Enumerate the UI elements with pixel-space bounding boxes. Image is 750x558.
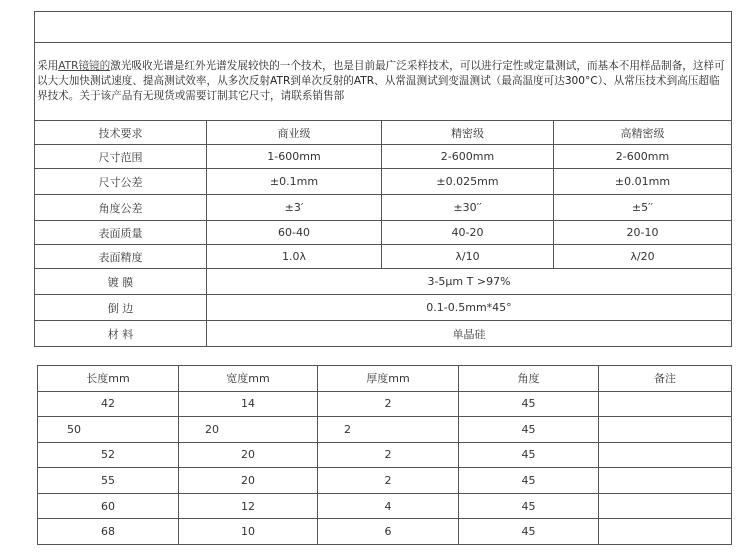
size-cell: 2 — [318, 442, 459, 468]
spec-value: 20-10 — [554, 221, 732, 245]
blank-cell — [35, 12, 732, 43]
header-cell: 技术要求 — [35, 121, 207, 145]
size-cell: 45 — [459, 442, 599, 468]
spec-table-blank-row — [35, 12, 732, 43]
spec-label: 角度公差 — [35, 195, 207, 221]
spec-merged-row — [35, 269, 732, 295]
size-cell: 20 — [179, 442, 318, 468]
header-cell: 长度mm — [38, 366, 179, 392]
size-cell: 45 — [459, 391, 599, 417]
intro-paragraph — [35, 43, 732, 121]
size-table — [37, 365, 732, 545]
spec-row — [35, 145, 732, 169]
spec-label: 尺寸公差 — [35, 169, 207, 195]
size-cell: 42 — [38, 391, 179, 417]
size-row — [38, 442, 732, 468]
spec-value: 1-600mm — [207, 145, 382, 169]
spec-value: ±0.01mm — [554, 169, 732, 195]
size-cell: 45 — [459, 519, 599, 545]
size-cell: 68 — [38, 519, 179, 545]
spec-label: 倒 边 — [35, 295, 207, 321]
size-row — [38, 417, 732, 443]
spec-merged-value: 0.1-0.5mm*45° — [207, 295, 732, 321]
size-row — [38, 493, 732, 519]
size-cell: 2 — [318, 391, 459, 417]
size-cell: 12 — [179, 493, 318, 519]
size-cell — [599, 391, 732, 417]
size-cell: 45 — [459, 468, 599, 494]
size-cell: 20 — [179, 468, 318, 494]
header-cell: 精密级 — [382, 121, 554, 145]
size-cell: 14 — [179, 391, 318, 417]
size-cell: 10 — [179, 519, 318, 545]
spec-value: ±5′′ — [554, 195, 732, 221]
spec-value: 2-600mm — [554, 145, 732, 169]
spec-value: 40-20 — [382, 221, 554, 245]
spec-value: ±0.025mm — [382, 169, 554, 195]
spec-value: λ/10 — [382, 245, 554, 269]
spec-label: 材 料 — [35, 321, 207, 347]
spec-label: 表面质量 — [35, 221, 207, 245]
spec-value: ±3′ — [207, 195, 382, 221]
spec-table — [34, 11, 732, 347]
size-cell: 52 — [38, 442, 179, 468]
header-cell: 备注 — [599, 366, 732, 392]
spec-value: λ/20 — [554, 245, 732, 269]
header-cell: 角度 — [459, 366, 599, 392]
header-cell: 高精密级 — [554, 121, 732, 145]
intro-row — [35, 43, 732, 121]
atr-link[interactable]: ATR镜镜的 — [58, 60, 111, 72]
size-cell — [599, 468, 732, 494]
intro-text: 激光吸收光谱是红外光谱发展较快的一个技术，也是目前最广泛采样技术，可以进行定性或定量测试，而基本不用样品制备，这样可以大大加快测试速度、提高测试效率，从多次反射ATR到单次反射的ATR、从常温测试到变温测试（最高温度可达300°C）、从常压技术到高压超临界技术。关于该产品有无现货或需要订制其它尺寸，请联系销售部 — [37, 60, 725, 102]
spec-row — [35, 195, 732, 221]
spec-merged-row — [35, 321, 732, 347]
spec-value: ±30′′ — [382, 195, 554, 221]
size-cell: 2 — [318, 468, 459, 494]
intro-prefix: 采用 — [37, 60, 59, 72]
spec-value: 2-600mm — [382, 145, 554, 169]
size-header-row — [38, 366, 732, 392]
size-row — [38, 391, 732, 417]
spec-row — [35, 221, 732, 245]
size-cell — [599, 493, 732, 519]
spec-value: ±0.1mm — [207, 169, 382, 195]
spec-value: 60-40 — [207, 221, 382, 245]
size-cell: 4 — [318, 493, 459, 519]
header-cell: 商业级 — [207, 121, 382, 145]
size-cell: 55 — [38, 468, 179, 494]
spec-header-row — [35, 121, 732, 145]
size-cell: 20 — [179, 417, 318, 443]
header-cell: 厚度mm — [318, 366, 459, 392]
spec-row — [35, 169, 732, 195]
size-row — [38, 468, 732, 494]
size-cell: 45 — [459, 493, 599, 519]
size-cell — [599, 519, 732, 545]
spec-merged-row — [35, 295, 732, 321]
size-cell: 45 — [459, 417, 599, 443]
spec-label: 表面精度 — [35, 245, 207, 269]
spec-label: 镀 膜 — [35, 269, 207, 295]
size-cell — [599, 442, 732, 468]
spec-label: 尺寸范围 — [35, 145, 207, 169]
spec-merged-value: 单晶硅 — [207, 321, 732, 347]
size-cell: 2 — [318, 417, 459, 443]
spec-value: 1.0λ — [207, 245, 382, 269]
size-cell — [599, 417, 732, 443]
size-cell: 6 — [318, 519, 459, 545]
size-cell: 50 — [38, 417, 179, 443]
size-cell: 60 — [38, 493, 179, 519]
size-row — [38, 519, 732, 545]
spec-row — [35, 245, 732, 269]
spec-merged-value: 3-5μm T >97% — [207, 269, 732, 295]
header-cell: 宽度mm — [179, 366, 318, 392]
